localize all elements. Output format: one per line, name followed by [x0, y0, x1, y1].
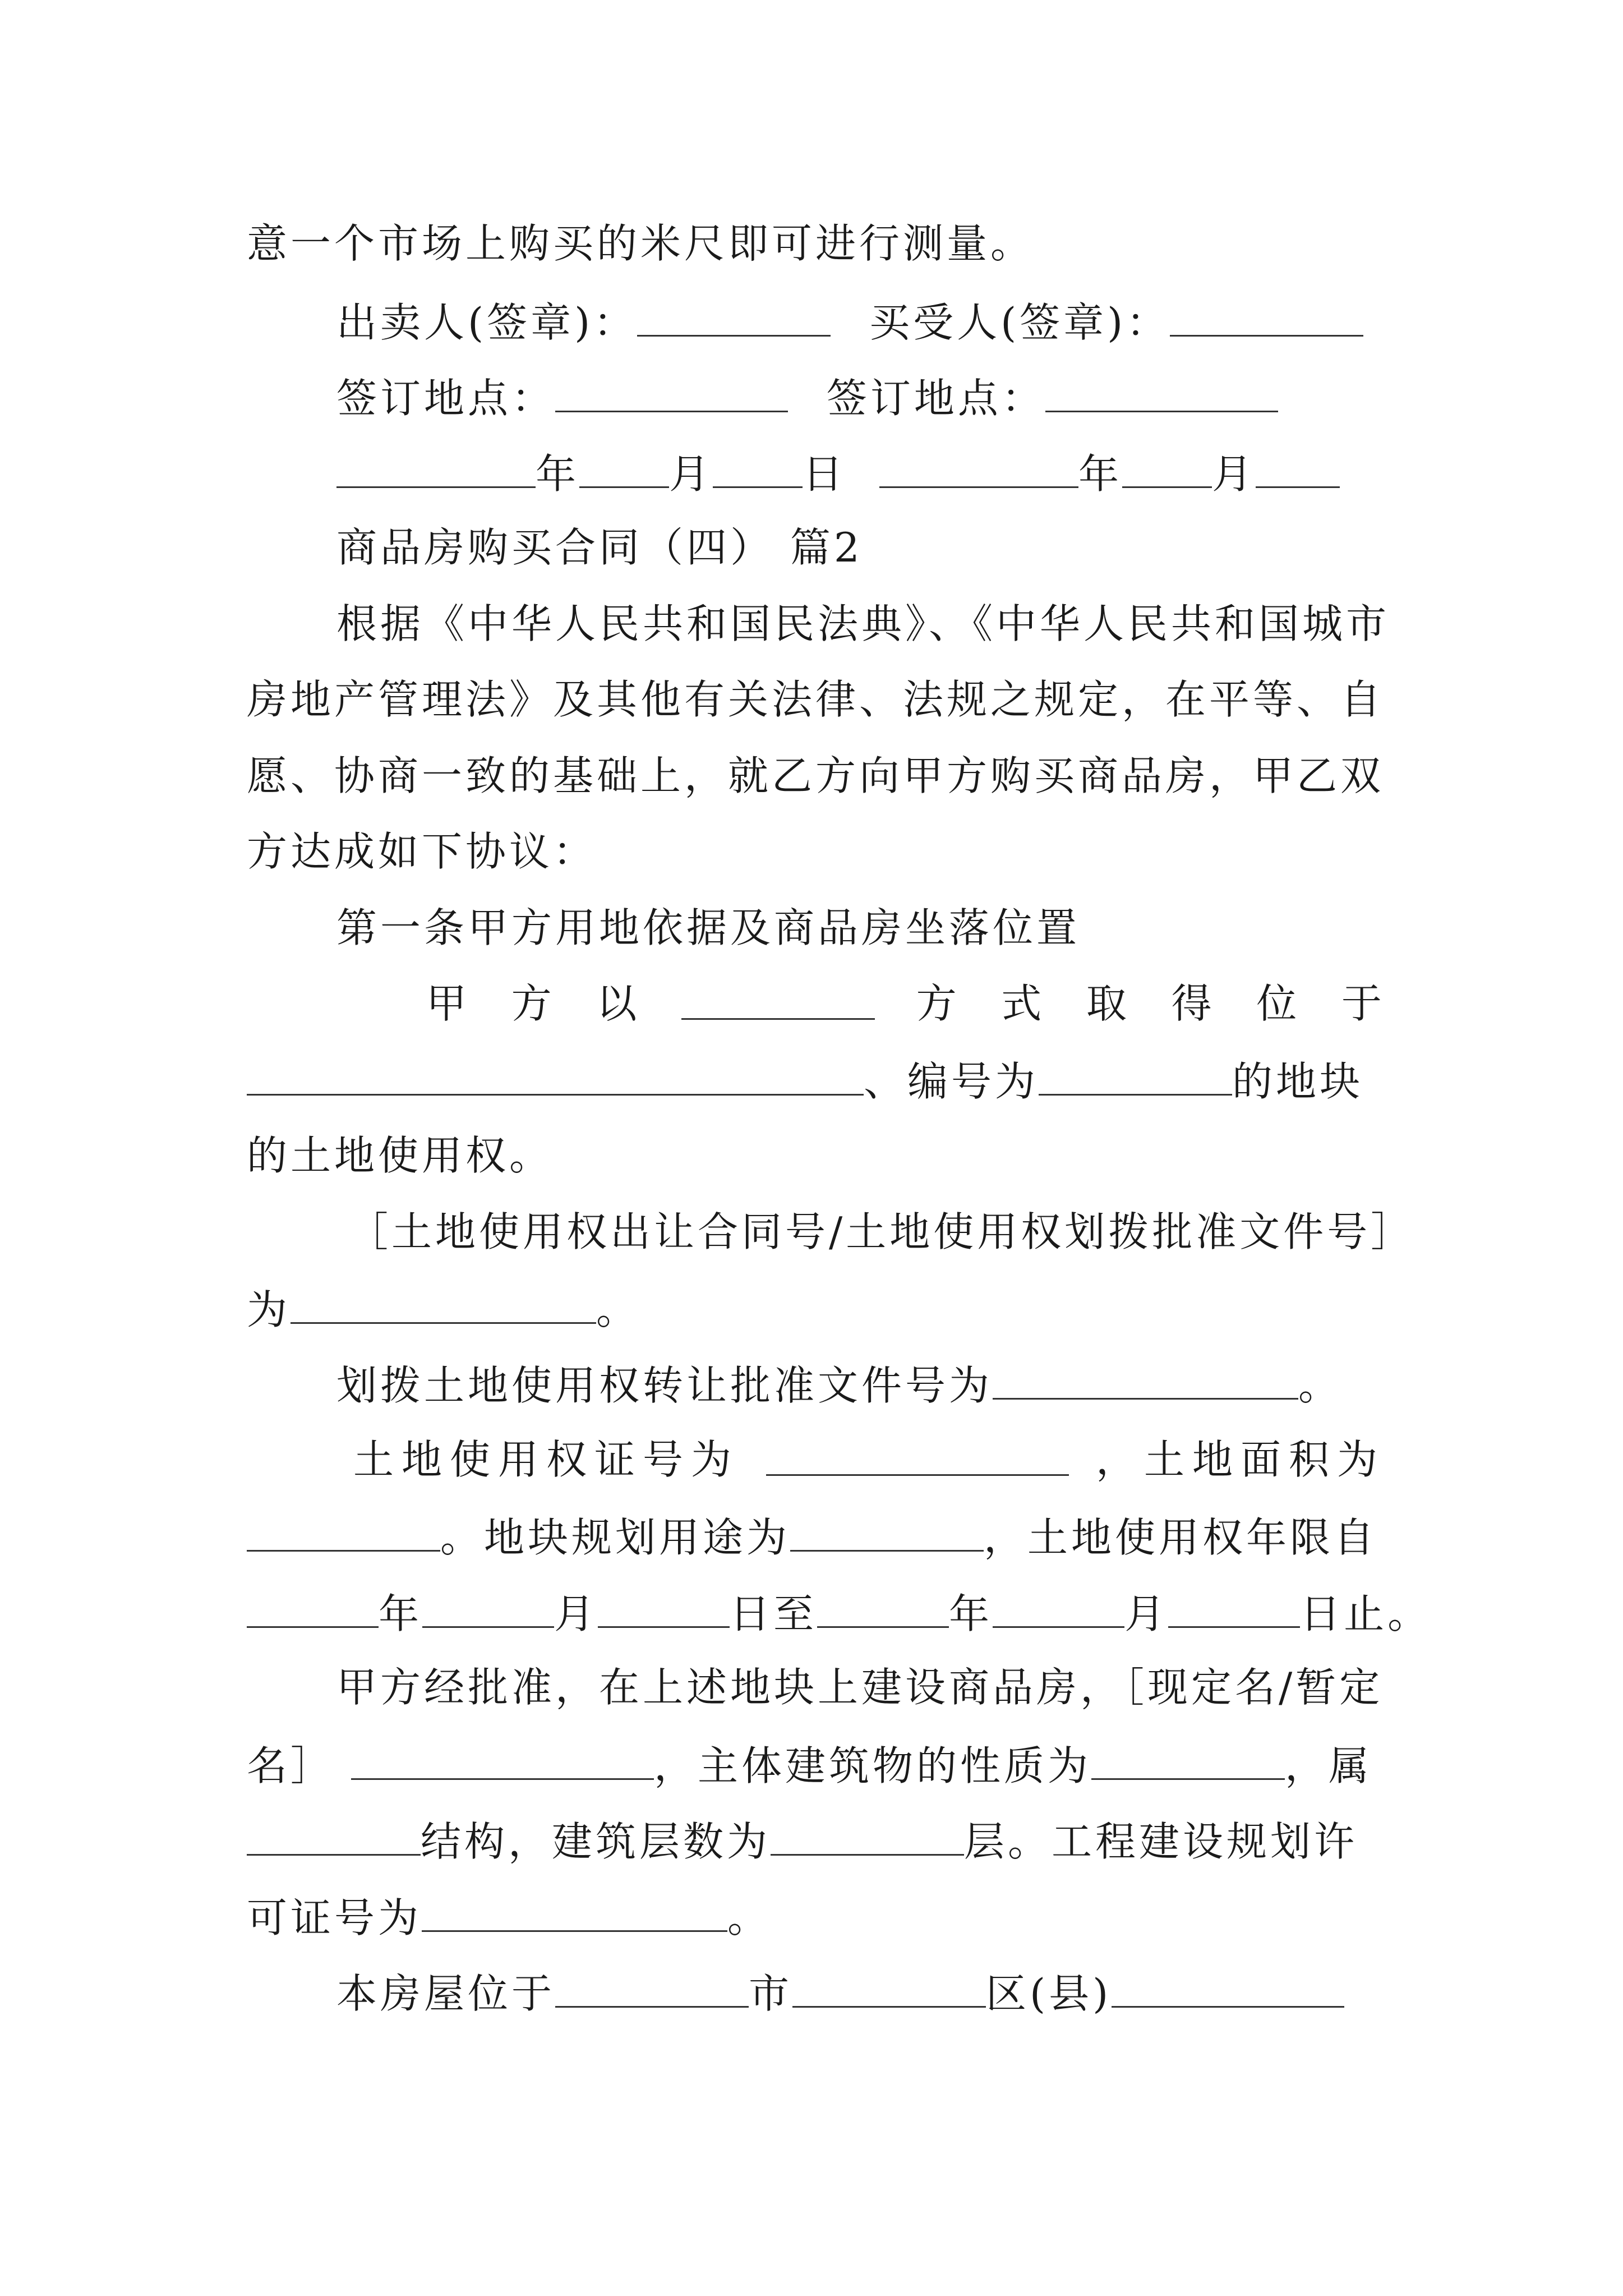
- text: 日止。: [1300, 1590, 1432, 1637]
- text: 月: [554, 1590, 598, 1637]
- text: 月: [1124, 1590, 1169, 1637]
- text: ，主体建筑物的性质为: [654, 1742, 1092, 1789]
- date-line: [336, 450, 1340, 498]
- year-label-2: 年: [1078, 450, 1122, 498]
- text-line: [336, 1970, 1344, 2017]
- text: 名］: [247, 1742, 335, 1789]
- text: 日至: [730, 1590, 818, 1637]
- text: 年: [949, 1590, 993, 1637]
- text-line: [336, 1664, 1384, 1711]
- land-area-blank[interactable]: [247, 1515, 440, 1552]
- text: 区(县): [986, 1970, 1112, 2017]
- month-label: 月: [669, 450, 713, 498]
- char: 甲: [426, 980, 471, 1027]
- end-month-blank[interactable]: [993, 1591, 1124, 1628]
- text-line: [247, 1058, 1364, 1105]
- text-line: [336, 1362, 1343, 1409]
- signing-place-label: 签订地点：: [336, 375, 556, 422]
- text-line: [247, 1818, 1358, 1865]
- text: 意一个市场上购买的米尺即可进行测量。: [247, 220, 1035, 267]
- text: 土地使用权证号为: [353, 1436, 740, 1483]
- floors-blank[interactable]: [771, 1819, 964, 1856]
- spaced-line: [426, 980, 1385, 1027]
- text: 愿、协商一致的基础上，就乙方向甲方购买商品房，甲乙双: [247, 752, 1385, 799]
- end-day-blank[interactable]: [1168, 1591, 1300, 1628]
- text: 划拨土地使用权转让批准文件号为: [336, 1362, 993, 1409]
- start-year-blank[interactable]: [247, 1591, 379, 1628]
- heading-text: 商品房购买合同（四） 篇2: [336, 524, 863, 571]
- text-line: [247, 1132, 554, 1179]
- text-line: [247, 1590, 1432, 1637]
- text: 层。工程建设规划许: [964, 1818, 1358, 1865]
- char: 式: [1001, 980, 1045, 1027]
- land-use-blank[interactable]: [790, 1515, 984, 1552]
- char: 方: [511, 980, 555, 1027]
- day-blank-2[interactable]: [1256, 452, 1340, 488]
- end-year-blank[interactable]: [817, 1591, 949, 1628]
- location-blank[interactable]: [247, 1059, 864, 1096]
- year-blank-2[interactable]: [879, 452, 1078, 488]
- text: 。: [727, 1894, 772, 1941]
- signing-place-line: [336, 375, 1278, 422]
- text: 为: [247, 1286, 291, 1333]
- text: 第一条甲方用地依据及商品房坐落位置: [336, 904, 1081, 951]
- text: 甲方经批准，在上述地块上建设商品房，［现定名/暂定: [336, 1664, 1384, 1711]
- text: 本房屋位于: [336, 1970, 556, 2017]
- month-label-2: 月: [1211, 450, 1256, 498]
- text: 根据《中华人民共和国民法典》、《中华人民共和国城市: [336, 600, 1390, 647]
- text: ，属: [1285, 1742, 1373, 1789]
- section-heading: [336, 524, 863, 571]
- text: 的土地使用权。: [247, 1132, 554, 1179]
- building-nature-blank[interactable]: [1091, 1743, 1285, 1780]
- start-month-blank[interactable]: [422, 1591, 554, 1628]
- char: 取: [1086, 980, 1130, 1027]
- text-line: [247, 752, 1385, 799]
- text: 可证号为: [247, 1894, 422, 1941]
- planning-permit-blank[interactable]: [422, 1895, 727, 1932]
- text: 结构，建筑层数为: [421, 1818, 771, 1865]
- street-blank[interactable]: [1112, 1971, 1344, 2008]
- char: 得: [1171, 980, 1215, 1027]
- text: ，土地面积为: [1095, 1436, 1385, 1483]
- month-blank-2[interactable]: [1122, 452, 1212, 488]
- text: ，土地使用权年限自: [984, 1514, 1378, 1561]
- text: 方达成如下协议：: [247, 828, 597, 875]
- seller-label: 出卖人(签章)：: [336, 299, 638, 346]
- char: 以: [596, 980, 640, 1027]
- text: 。地块规划用途为: [440, 1514, 791, 1561]
- signature-line: [336, 299, 1363, 346]
- buyer-label: 买受人(签章)：: [869, 299, 1170, 346]
- start-day-blank[interactable]: [598, 1591, 730, 1628]
- land-certificate-blank[interactable]: [766, 1439, 1069, 1476]
- text-line: [247, 220, 1035, 267]
- day-label: 日: [803, 450, 847, 498]
- year-label: 年: [536, 450, 580, 498]
- text: 、编号为: [864, 1058, 1039, 1105]
- text-line: [247, 1514, 1378, 1561]
- text: 的地块: [1232, 1058, 1364, 1105]
- text-line: [336, 600, 1390, 647]
- text-line: [247, 1742, 1373, 1789]
- char: 方: [916, 980, 960, 1027]
- text-line: [247, 828, 597, 875]
- text-line: [247, 676, 1385, 723]
- parcel-number-blank[interactable]: [1039, 1059, 1232, 1096]
- text: 。: [596, 1286, 640, 1333]
- text-line: [353, 1436, 1385, 1483]
- text: 房地产管理法》及其他有关法律、法规之规定，在平等、自: [247, 676, 1385, 723]
- signing-place-label-2: 签订地点：: [826, 375, 1045, 422]
- building-name-blank[interactable]: [351, 1743, 654, 1780]
- contract-number-blank[interactable]: [291, 1287, 596, 1324]
- month-blank[interactable]: [579, 452, 669, 488]
- text: 年: [379, 1590, 423, 1637]
- structure-blank[interactable]: [247, 1819, 421, 1856]
- signing-place-blank[interactable]: [555, 376, 788, 412]
- text-line: [348, 1208, 1415, 1255]
- text-line: [247, 1286, 640, 1333]
- text: 市: [749, 1970, 793, 2017]
- char: 位: [1256, 980, 1301, 1027]
- buyer-blank[interactable]: [1170, 300, 1363, 337]
- year-blank[interactable]: [336, 452, 536, 488]
- text-line: [247, 1894, 772, 1941]
- signing-place-blank-2[interactable]: [1045, 376, 1278, 412]
- city-blank[interactable]: [555, 1971, 749, 2008]
- transfer-approval-blank[interactable]: [993, 1363, 1298, 1400]
- text: 。: [1298, 1362, 1343, 1409]
- text: ［土地使用权出让合同号/土地使用权划拨批准文件号］: [348, 1208, 1415, 1255]
- district-blank[interactable]: [792, 1971, 986, 2008]
- article-heading: [336, 904, 1081, 951]
- seller-blank[interactable]: [637, 300, 831, 337]
- day-blank[interactable]: [713, 452, 803, 488]
- char: 于: [1341, 980, 1385, 1027]
- acquisition-method-blank[interactable]: [681, 983, 875, 1020]
